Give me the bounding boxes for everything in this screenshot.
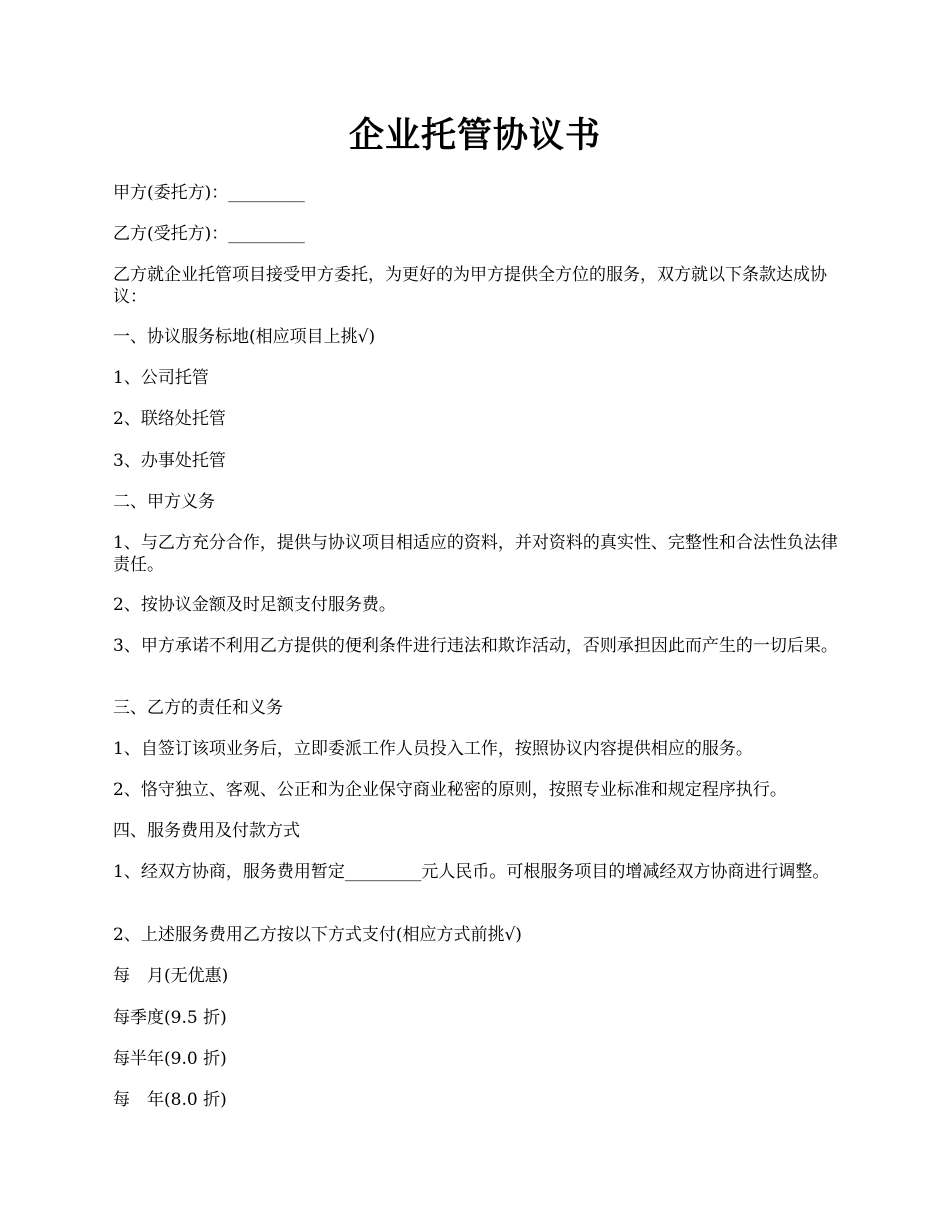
- section-4-item-1: 1、经双方协商，服务费用暂定_________元人民币。可根服务项目的增减经双方协商进行调整。: [113, 862, 830, 882]
- payment-option-quarterly: 每季度(9.5 折): [113, 1008, 227, 1028]
- section-1-item-1: 1、公司托管: [113, 368, 209, 388]
- section-2-item-1: 1、与乙方充分合作，提供与协议项目相适应的资料，并对资料的真实性、完整性和合法性负法律责任。: [113, 533, 838, 575]
- document-title: 企业托管协议书: [348, 115, 601, 156]
- payment-option-monthly: 每 月(无优惠): [113, 966, 229, 986]
- party-a-line: 甲方(委托方)：_________: [113, 183, 305, 203]
- party-b-line: 乙方(受托方)：_________: [113, 224, 305, 244]
- intro-paragraph: 乙方就企业托管项目接受甲方委托，为更好的为甲方提供全方位的服务，双方就以下条款达成协议：: [113, 265, 827, 307]
- payment-option-yearly: 每 年(8.0 折): [113, 1090, 227, 1110]
- payment-option-half-year: 每半年(9.0 折): [113, 1049, 227, 1069]
- section-2-item-3: 3、甲方承诺不利用乙方提供的便利条件进行违法和欺诈活动，否则承担因此而产生的一切后果。: [113, 636, 838, 656]
- section-3-heading: 三、乙方的责任和义务: [113, 698, 283, 718]
- section-1-heading: 一、协议服务标地(相应项目上挑√): [113, 327, 376, 347]
- section-4-heading: 四、服务费用及付款方式: [113, 821, 300, 841]
- section-3-item-1: 1、自签订该项业务后，立即委派工作人员投入工作，按照协议内容提供相应的服务。: [113, 739, 753, 759]
- section-4-item-2: 2、上述服务费用乙方按以下方式支付(相应方式前挑√): [113, 925, 522, 945]
- section-2-heading: 二、甲方义务: [113, 492, 215, 512]
- section-3-item-2: 2、恪守独立、客观、公正和为企业保守商业秘密的原则，按照专业标准和规定程序执行。: [113, 780, 787, 800]
- section-2-item-2: 2、按协议金额及时足额支付服务费。: [113, 595, 396, 615]
- section-1-item-3: 3、办事处托管: [113, 451, 226, 471]
- section-1-item-2: 2、联络处托管: [113, 409, 226, 429]
